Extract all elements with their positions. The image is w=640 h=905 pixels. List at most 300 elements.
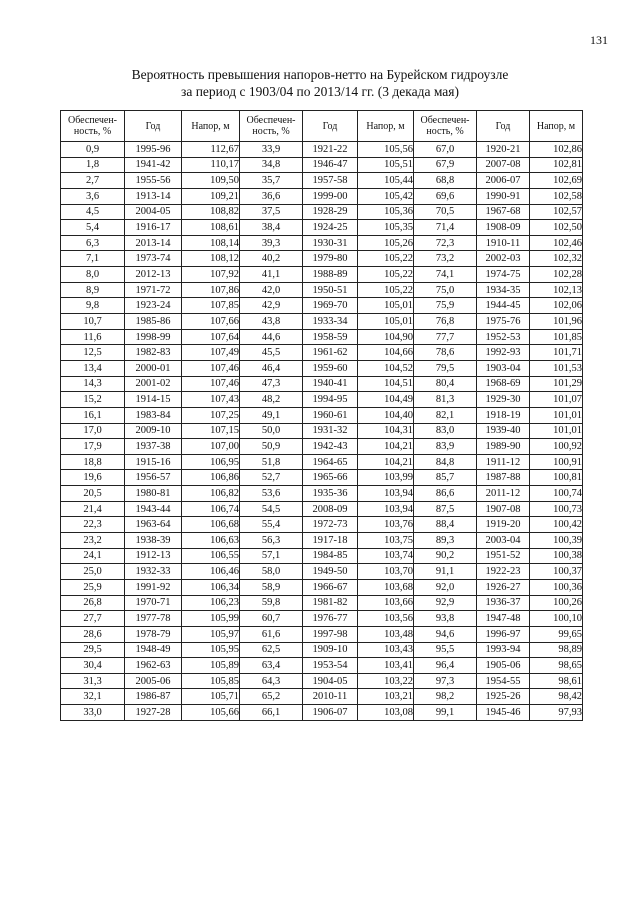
probability-table xyxy=(60,110,583,721)
head-cell: 106,63 xyxy=(182,533,240,549)
probability-cell: 60,7 xyxy=(240,611,303,627)
year-cell: 1916-17 xyxy=(125,220,182,236)
head-cell: 107,43 xyxy=(182,392,240,408)
probability-cell: 58,9 xyxy=(240,579,303,595)
year-cell: 2001-02 xyxy=(125,376,182,392)
probability-cell: 74,1 xyxy=(414,267,477,283)
probability-cell: 14,3 xyxy=(61,376,125,392)
year-cell: 1931-32 xyxy=(303,423,358,439)
head-cell: 105,36 xyxy=(358,204,414,220)
head-cell: 105,95 xyxy=(182,642,240,658)
table-row xyxy=(61,564,583,580)
probability-cell: 1,8 xyxy=(61,157,125,173)
head-cell: 108,61 xyxy=(182,220,240,236)
year-cell: 1985-86 xyxy=(125,314,182,330)
year-cell: 2000-01 xyxy=(125,360,182,376)
head-cell: 102,69 xyxy=(530,173,583,189)
title-line-1: Вероятность превышения напоров-нетто на Бурейском гидроузле xyxy=(131,67,509,82)
probability-cell: 17,9 xyxy=(61,439,125,455)
year-cell: 1923-24 xyxy=(125,298,182,314)
head-cell: 103,76 xyxy=(358,517,414,533)
year-cell: 1911-12 xyxy=(477,454,530,470)
table-row xyxy=(61,267,583,283)
head-cell: 108,12 xyxy=(182,251,240,267)
head-cell: 100,10 xyxy=(530,611,583,627)
year-cell: 1945-46 xyxy=(477,705,530,721)
year-cell: 1920-21 xyxy=(477,142,530,158)
head-cell: 103,94 xyxy=(358,501,414,517)
probability-cell: 15,2 xyxy=(61,392,125,408)
probability-cell: 0,9 xyxy=(61,142,125,158)
probability-cell: 34,8 xyxy=(240,157,303,173)
table-row xyxy=(61,360,583,376)
head-cell: 100,81 xyxy=(530,470,583,486)
year-cell: 1987-88 xyxy=(477,470,530,486)
probability-cell: 99,1 xyxy=(414,705,477,721)
head-cell: 107,92 xyxy=(182,267,240,283)
probability-cell: 68,8 xyxy=(414,173,477,189)
head-cell: 98,61 xyxy=(530,673,583,689)
head-cell: 103,74 xyxy=(358,548,414,564)
probability-cell: 7,1 xyxy=(61,251,125,267)
head-cell: 103,68 xyxy=(358,579,414,595)
year-cell: 1978-79 xyxy=(125,626,182,642)
table-row xyxy=(61,501,583,517)
head-cell: 100,91 xyxy=(530,454,583,470)
year-cell: 1966-67 xyxy=(303,579,358,595)
year-cell: 2009-10 xyxy=(125,423,182,439)
probability-cell: 73,2 xyxy=(414,251,477,267)
year-cell: 1912-13 xyxy=(125,548,182,564)
probability-cell: 8,0 xyxy=(61,267,125,283)
head-cell: 97,93 xyxy=(530,705,583,721)
year-cell: 1904-05 xyxy=(303,673,358,689)
head-cell: 101,01 xyxy=(530,423,583,439)
probability-cell: 87,5 xyxy=(414,501,477,517)
year-cell: 1905-06 xyxy=(477,658,530,674)
head-cell: 110,17 xyxy=(182,157,240,173)
probability-cell: 56,3 xyxy=(240,533,303,549)
probability-cell: 46,4 xyxy=(240,360,303,376)
head-cell: 107,86 xyxy=(182,282,240,298)
page-number: 131 xyxy=(590,33,608,47)
probability-cell: 58,0 xyxy=(240,564,303,580)
probability-cell: 32,1 xyxy=(61,689,125,705)
table-body xyxy=(61,142,583,721)
year-cell: 1938-39 xyxy=(125,533,182,549)
table-header-row xyxy=(61,111,583,142)
year-cell: 2012-13 xyxy=(125,267,182,283)
table-row xyxy=(61,595,583,611)
probability-cell: 31,3 xyxy=(61,673,125,689)
year-cell: 1927-28 xyxy=(125,705,182,721)
year-cell: 1992-93 xyxy=(477,345,530,361)
year-cell: 1921-22 xyxy=(303,142,358,158)
probability-cell: 78,6 xyxy=(414,345,477,361)
head-cell: 103,41 xyxy=(358,658,414,674)
probability-cell: 35,7 xyxy=(240,173,303,189)
year-cell: 1993-94 xyxy=(477,642,530,658)
probability-cell: 10,7 xyxy=(61,314,125,330)
probability-cell: 77,7 xyxy=(414,329,477,345)
head-cell: 112,67 xyxy=(182,142,240,158)
probability-cell: 2,7 xyxy=(61,173,125,189)
header-cell: Напор, м xyxy=(530,111,583,142)
year-cell: 1942-43 xyxy=(303,439,358,455)
probability-cell: 9,8 xyxy=(61,298,125,314)
year-cell: 1996-97 xyxy=(477,626,530,642)
table-row xyxy=(61,298,583,314)
probability-cell: 43,8 xyxy=(240,314,303,330)
table-row xyxy=(61,392,583,408)
year-cell: 1972-73 xyxy=(303,517,358,533)
year-cell: 1961-62 xyxy=(303,345,358,361)
year-cell: 1968-69 xyxy=(477,376,530,392)
head-cell: 102,32 xyxy=(530,251,583,267)
probability-cell: 70,5 xyxy=(414,204,477,220)
probability-cell: 55,4 xyxy=(240,517,303,533)
probability-cell: 83,9 xyxy=(414,439,477,455)
year-cell: 1909-10 xyxy=(303,642,358,658)
head-cell: 105,42 xyxy=(358,188,414,204)
year-cell: 1917-18 xyxy=(303,533,358,549)
probability-cell: 92,0 xyxy=(414,579,477,595)
probability-cell: 57,1 xyxy=(240,548,303,564)
table-row xyxy=(61,282,583,298)
probability-cell: 93,8 xyxy=(414,611,477,627)
head-cell: 101,53 xyxy=(530,360,583,376)
title-line-2: за период с 1903/04 по 2013/14 гг. (3 декада мая) xyxy=(181,84,459,99)
table-row xyxy=(61,470,583,486)
head-cell: 100,92 xyxy=(530,439,583,455)
head-cell: 106,82 xyxy=(182,486,240,502)
probability-cell: 38,4 xyxy=(240,220,303,236)
head-cell: 109,21 xyxy=(182,188,240,204)
page-title xyxy=(0,66,640,100)
year-cell: 1949-50 xyxy=(303,564,358,580)
year-cell: 1977-78 xyxy=(125,611,182,627)
year-cell: 1971-72 xyxy=(125,282,182,298)
table-row xyxy=(61,251,583,267)
probability-cell: 44,6 xyxy=(240,329,303,345)
year-cell: 1910-11 xyxy=(477,235,530,251)
head-cell: 107,85 xyxy=(182,298,240,314)
head-cell: 104,31 xyxy=(358,423,414,439)
head-cell: 103,21 xyxy=(358,689,414,705)
probability-cell: 22,3 xyxy=(61,517,125,533)
year-cell: 1929-30 xyxy=(477,392,530,408)
probability-cell: 51,8 xyxy=(240,454,303,470)
probability-cell: 94,6 xyxy=(414,626,477,642)
head-cell: 106,23 xyxy=(182,595,240,611)
probability-cell: 52,7 xyxy=(240,470,303,486)
probability-cell: 62,5 xyxy=(240,642,303,658)
year-cell: 1989-90 xyxy=(477,439,530,455)
year-cell: 1924-25 xyxy=(303,220,358,236)
year-cell: 1964-65 xyxy=(303,454,358,470)
head-cell: 100,39 xyxy=(530,533,583,549)
probability-cell: 19,6 xyxy=(61,470,125,486)
head-cell: 106,86 xyxy=(182,470,240,486)
year-cell: 1928-29 xyxy=(303,204,358,220)
probability-cell: 50,0 xyxy=(240,423,303,439)
year-cell: 1957-58 xyxy=(303,173,358,189)
probability-cell: 12,5 xyxy=(61,345,125,361)
probability-cell: 90,2 xyxy=(414,548,477,564)
table-row xyxy=(61,705,583,721)
table-row xyxy=(61,439,583,455)
head-cell: 105,99 xyxy=(182,611,240,627)
year-cell: 1973-74 xyxy=(125,251,182,267)
year-cell: 1995-96 xyxy=(125,142,182,158)
probability-cell: 79,5 xyxy=(414,360,477,376)
head-cell: 102,28 xyxy=(530,267,583,283)
year-cell: 1935-36 xyxy=(303,486,358,502)
year-cell: 2003-04 xyxy=(477,533,530,549)
year-cell: 1936-37 xyxy=(477,595,530,611)
year-cell: 1965-66 xyxy=(303,470,358,486)
head-cell: 105,51 xyxy=(358,157,414,173)
year-cell: 1908-09 xyxy=(477,220,530,236)
probability-cell: 75,9 xyxy=(414,298,477,314)
probability-cell: 3,6 xyxy=(61,188,125,204)
head-cell: 106,46 xyxy=(182,564,240,580)
probability-cell: 95,5 xyxy=(414,642,477,658)
head-cell: 107,46 xyxy=(182,360,240,376)
probability-cell: 37,5 xyxy=(240,204,303,220)
head-cell: 102,86 xyxy=(530,142,583,158)
header-cell: Обеспечен- ность, % xyxy=(414,111,477,142)
probability-cell: 42,0 xyxy=(240,282,303,298)
year-cell: 2013-14 xyxy=(125,235,182,251)
year-cell: 1953-54 xyxy=(303,658,358,674)
year-cell: 1944-45 xyxy=(477,298,530,314)
head-cell: 105,71 xyxy=(182,689,240,705)
probability-cell: 61,6 xyxy=(240,626,303,642)
year-cell: 1994-95 xyxy=(303,392,358,408)
year-cell: 2005-06 xyxy=(125,673,182,689)
head-cell: 105,26 xyxy=(358,235,414,251)
year-cell: 1918-19 xyxy=(477,407,530,423)
probability-cell: 6,3 xyxy=(61,235,125,251)
year-cell: 1998-99 xyxy=(125,329,182,345)
table-row xyxy=(61,548,583,564)
head-cell: 103,66 xyxy=(358,595,414,611)
head-cell: 100,38 xyxy=(530,548,583,564)
head-cell: 101,96 xyxy=(530,314,583,330)
header-cell: Год xyxy=(125,111,182,142)
head-cell: 98,42 xyxy=(530,689,583,705)
probability-cell: 17,0 xyxy=(61,423,125,439)
year-cell: 1907-08 xyxy=(477,501,530,517)
probability-cell: 69,6 xyxy=(414,188,477,204)
year-cell: 1999-00 xyxy=(303,188,358,204)
head-cell: 101,71 xyxy=(530,345,583,361)
head-cell: 106,74 xyxy=(182,501,240,517)
head-cell: 105,01 xyxy=(358,298,414,314)
head-cell: 105,85 xyxy=(182,673,240,689)
probability-cell: 39,3 xyxy=(240,235,303,251)
head-cell: 103,08 xyxy=(358,705,414,721)
year-cell: 1979-80 xyxy=(303,251,358,267)
year-cell: 1988-89 xyxy=(303,267,358,283)
probability-cell: 25,9 xyxy=(61,579,125,595)
probability-cell: 24,1 xyxy=(61,548,125,564)
head-cell: 101,85 xyxy=(530,329,583,345)
year-cell: 2008-09 xyxy=(303,501,358,517)
table-row xyxy=(61,142,583,158)
year-cell: 1959-60 xyxy=(303,360,358,376)
head-cell: 106,34 xyxy=(182,579,240,595)
head-cell: 105,56 xyxy=(358,142,414,158)
head-cell: 101,07 xyxy=(530,392,583,408)
head-cell: 101,01 xyxy=(530,407,583,423)
header-cell: Обеспечен- ность, % xyxy=(240,111,303,142)
probability-cell: 80,4 xyxy=(414,376,477,392)
probability-cell: 50,9 xyxy=(240,439,303,455)
probability-cell: 75,0 xyxy=(414,282,477,298)
probability-cell: 30,4 xyxy=(61,658,125,674)
head-cell: 103,70 xyxy=(358,564,414,580)
year-cell: 1943-44 xyxy=(125,501,182,517)
year-cell: 2007-08 xyxy=(477,157,530,173)
probability-cell: 76,8 xyxy=(414,314,477,330)
year-cell: 1980-81 xyxy=(125,486,182,502)
head-cell: 104,52 xyxy=(358,360,414,376)
head-cell: 100,74 xyxy=(530,486,583,502)
table-row xyxy=(61,314,583,330)
head-cell: 99,65 xyxy=(530,626,583,642)
year-cell: 1951-52 xyxy=(477,548,530,564)
year-cell: 1919-20 xyxy=(477,517,530,533)
head-cell: 105,22 xyxy=(358,282,414,298)
head-cell: 107,15 xyxy=(182,423,240,439)
head-cell: 100,73 xyxy=(530,501,583,517)
head-cell: 106,68 xyxy=(182,517,240,533)
head-cell: 102,57 xyxy=(530,204,583,220)
table-row xyxy=(61,689,583,705)
probability-cell: 47,3 xyxy=(240,376,303,392)
head-cell: 107,00 xyxy=(182,439,240,455)
probability-cell: 72,3 xyxy=(414,235,477,251)
year-cell: 1956-57 xyxy=(125,470,182,486)
head-cell: 107,25 xyxy=(182,407,240,423)
year-cell: 1975-76 xyxy=(477,314,530,330)
year-cell: 1984-85 xyxy=(303,548,358,564)
head-cell: 107,49 xyxy=(182,345,240,361)
year-cell: 1932-33 xyxy=(125,564,182,580)
probability-cell: 16,1 xyxy=(61,407,125,423)
table-row xyxy=(61,220,583,236)
probability-cell: 97,3 xyxy=(414,673,477,689)
probability-cell: 40,2 xyxy=(240,251,303,267)
year-cell: 1981-82 xyxy=(303,595,358,611)
head-cell: 107,46 xyxy=(182,376,240,392)
probability-cell: 53,6 xyxy=(240,486,303,502)
year-cell: 1983-84 xyxy=(125,407,182,423)
table-row xyxy=(61,642,583,658)
probability-cell: 13,4 xyxy=(61,360,125,376)
table-row xyxy=(61,329,583,345)
probability-cell: 67,9 xyxy=(414,157,477,173)
head-cell: 109,50 xyxy=(182,173,240,189)
probability-cell: 98,2 xyxy=(414,689,477,705)
year-cell: 1976-77 xyxy=(303,611,358,627)
head-cell: 105,22 xyxy=(358,251,414,267)
head-cell: 104,21 xyxy=(358,439,414,455)
header-cell: Напор, м xyxy=(358,111,414,142)
year-cell: 1946-47 xyxy=(303,157,358,173)
header-cell: Год xyxy=(477,111,530,142)
probability-cell: 41,1 xyxy=(240,267,303,283)
probability-cell: 59,8 xyxy=(240,595,303,611)
head-cell: 100,42 xyxy=(530,517,583,533)
table-row xyxy=(61,423,583,439)
head-cell: 104,49 xyxy=(358,392,414,408)
head-cell: 104,90 xyxy=(358,329,414,345)
table-row xyxy=(61,345,583,361)
table-row xyxy=(61,626,583,642)
probability-cell: 33,9 xyxy=(240,142,303,158)
probability-cell: 86,6 xyxy=(414,486,477,502)
table-row xyxy=(61,204,583,220)
table-row xyxy=(61,188,583,204)
head-cell: 100,36 xyxy=(530,579,583,595)
year-cell: 1991-92 xyxy=(125,579,182,595)
head-cell: 100,26 xyxy=(530,595,583,611)
table-row xyxy=(61,611,583,627)
probability-cell: 92,9 xyxy=(414,595,477,611)
head-cell: 98,65 xyxy=(530,658,583,674)
year-cell: 1922-23 xyxy=(477,564,530,580)
probability-cell: 66,1 xyxy=(240,705,303,721)
table-row xyxy=(61,376,583,392)
year-cell: 1986-87 xyxy=(125,689,182,705)
head-cell: 102,81 xyxy=(530,157,583,173)
probability-cell: 21,4 xyxy=(61,501,125,517)
probability-cell: 18,8 xyxy=(61,454,125,470)
probability-cell: 48,2 xyxy=(240,392,303,408)
head-cell: 103,48 xyxy=(358,626,414,642)
head-cell: 107,66 xyxy=(182,314,240,330)
year-cell: 1906-07 xyxy=(303,705,358,721)
header-cell: Напор, м xyxy=(182,111,240,142)
head-cell: 105,66 xyxy=(182,705,240,721)
header-cell: Обеспечен- ность, % xyxy=(61,111,125,142)
year-cell: 2010-11 xyxy=(303,689,358,705)
probability-cell: 26,8 xyxy=(61,595,125,611)
head-cell: 104,66 xyxy=(358,345,414,361)
header-cell: Год xyxy=(303,111,358,142)
head-cell: 105,01 xyxy=(358,314,414,330)
table-row xyxy=(61,533,583,549)
probability-cell: 84,8 xyxy=(414,454,477,470)
head-cell: 102,46 xyxy=(530,235,583,251)
year-cell: 2004-05 xyxy=(125,204,182,220)
head-cell: 105,22 xyxy=(358,267,414,283)
probability-cell: 81,3 xyxy=(414,392,477,408)
year-cell: 1955-56 xyxy=(125,173,182,189)
head-cell: 98,89 xyxy=(530,642,583,658)
year-cell: 2011-12 xyxy=(477,486,530,502)
year-cell: 2006-07 xyxy=(477,173,530,189)
probability-cell: 67,0 xyxy=(414,142,477,158)
probability-cell: 54,5 xyxy=(240,501,303,517)
probability-cell: 65,2 xyxy=(240,689,303,705)
year-cell: 1903-04 xyxy=(477,360,530,376)
head-cell: 103,99 xyxy=(358,470,414,486)
probability-cell: 20,5 xyxy=(61,486,125,502)
